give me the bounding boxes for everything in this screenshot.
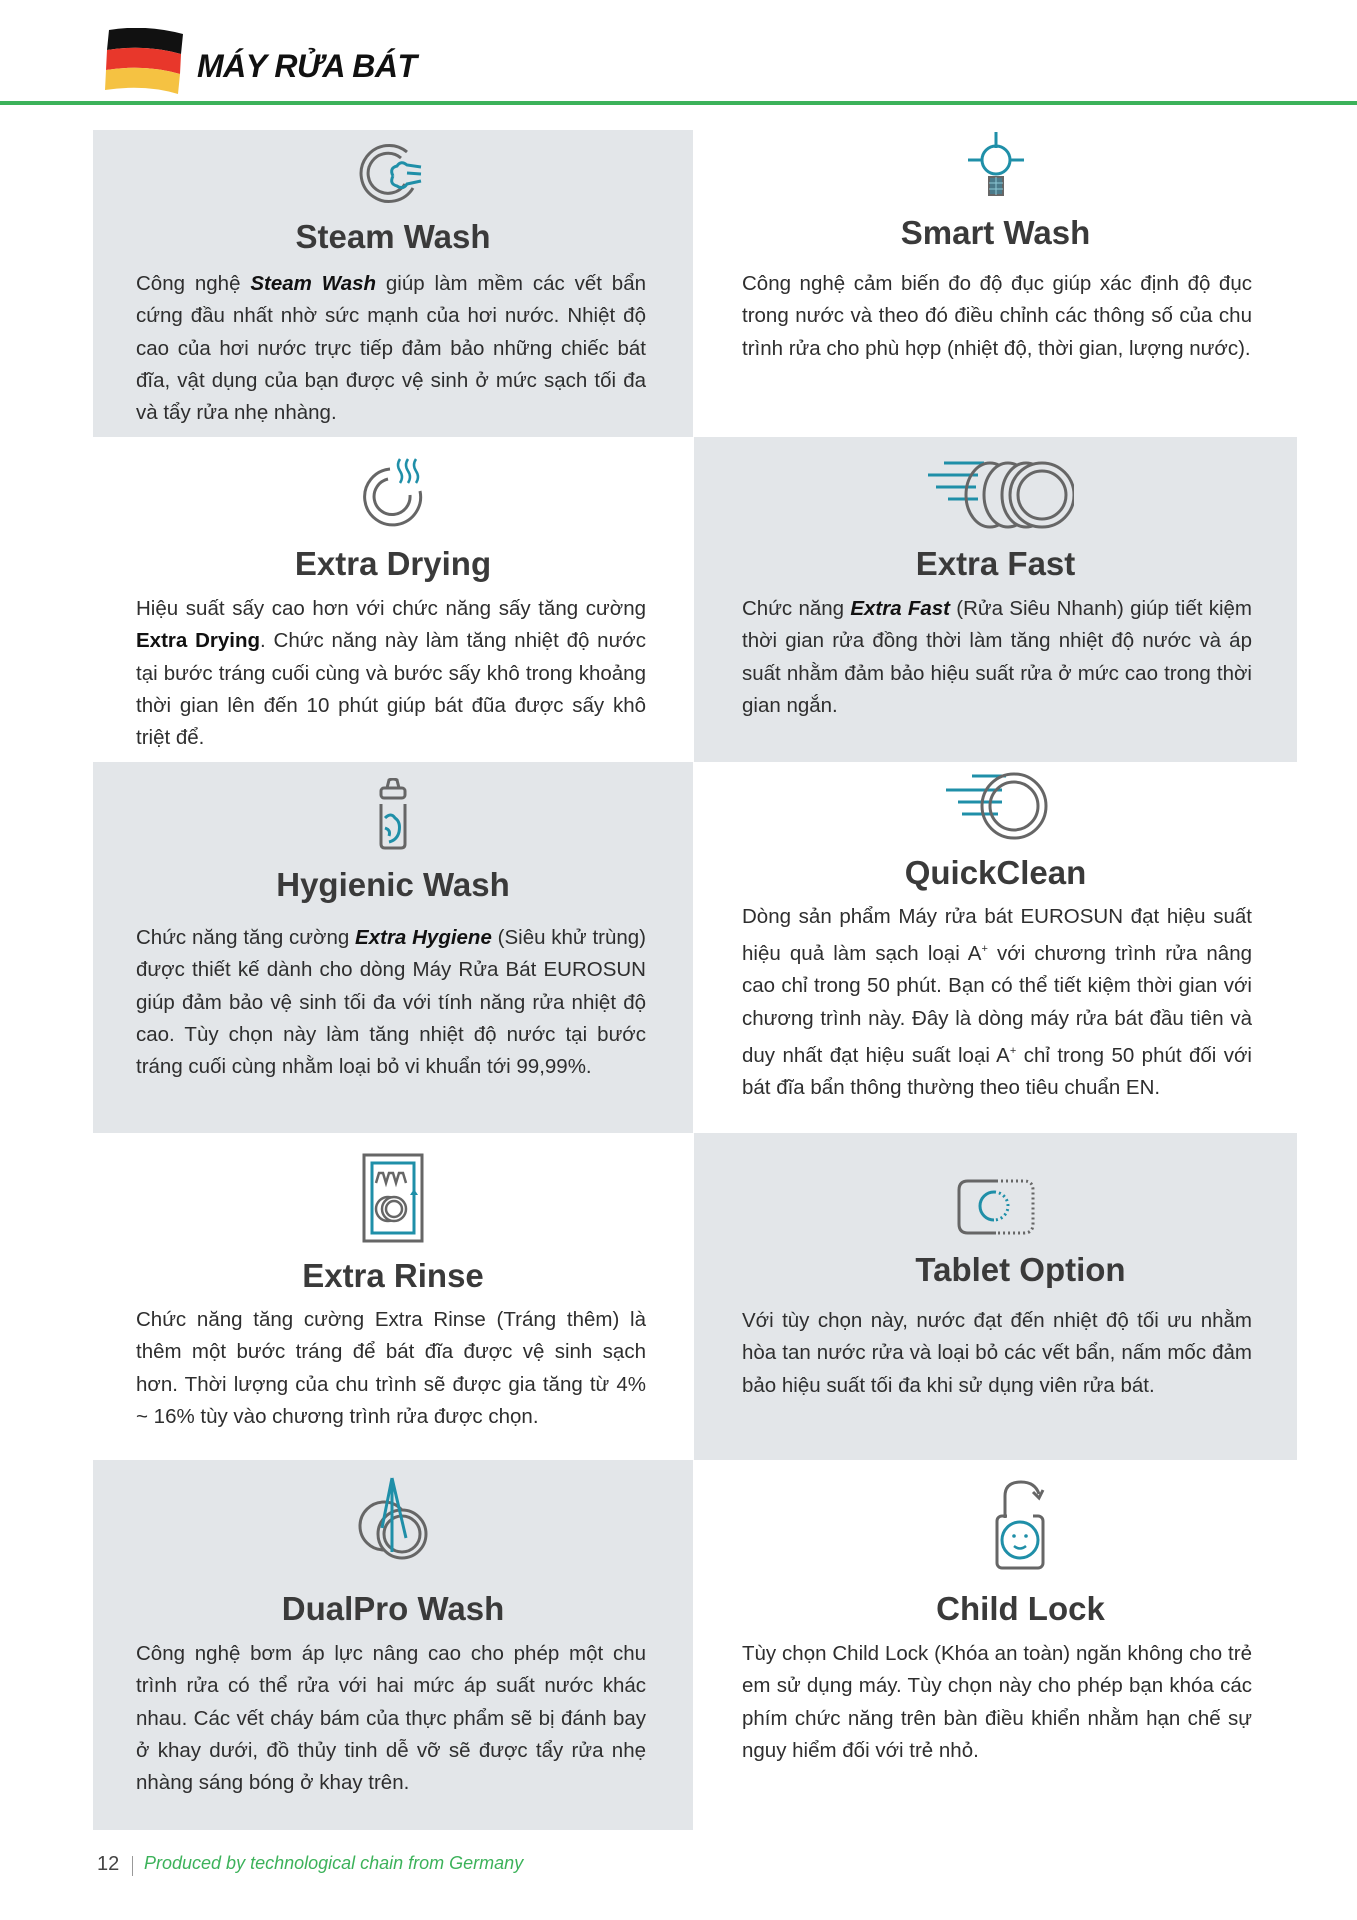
feature-title: DualPro Wash	[281, 1590, 505, 1627]
dualpro-wash-icon	[356, 1474, 430, 1566]
baby-bottle-icon	[375, 778, 411, 852]
description-text: Tùy chọn Child Lock (Khóa an toàn) ngăn không cho trẻ em sử dụng máy. Tùy chọn này cho phép bạn khóa các phím chức năng trên bàn điều khiển nhằm hạn chế sự nguy hiểm đối với trẻ nhỏ.	[742, 1642, 1252, 1762]
child-lock-icon	[993, 1478, 1055, 1570]
emphasis-text: +	[1009, 1045, 1017, 1058]
feature-description	[136, 1304, 646, 1433]
feature-description	[136, 1638, 646, 1799]
description-text: (Rửa Siêu Nhanh) giúp tiết kiệm thời gian rửa đồng thời làm tăng nhiệt độ nước và áp suất nhằm đảm bảo hiệu suất rửa ở mức cao trong thời gian ngắn.	[742, 597, 1252, 717]
feature-quickclean	[694, 762, 1297, 1133]
feature-title: Tablet Option	[915, 1251, 1126, 1288]
description-text: Với tùy chọn này, nước đạt đến nhiệt độ tối ưu nhằm hòa tan nước rửa và loại bỏ các vết bẩn, nấm mốc đảm bảo hiệu suất tối đa khi sử dụng viên rửa bát.	[742, 1309, 1252, 1397]
emphasis-text: Extra Fast	[850, 597, 951, 620]
feature-steam-wash	[93, 130, 693, 437]
page-header	[0, 0, 1357, 106]
emphasis-text: Extra Hygiene	[355, 926, 492, 949]
feature-extra-fast	[694, 437, 1297, 762]
germany-flag-icon	[105, 28, 185, 94]
quick-clean-icon	[944, 770, 1048, 840]
description-text: Chức năng tăng cường	[136, 926, 356, 949]
description-text: giúp làm mềm các vết bẩn cứng đầu nhất nhờ sức mạnh của hơi nước. Nhiệt độ cao của hơi nước trực tiếp đảm bảo những chiếc bát đĩa, vật dụng của bạn được vệ sinh ở mức sạch tối đa và tẩy rửa nhẹ nhàng.	[136, 272, 646, 425]
header-divider	[0, 101, 1357, 105]
tablet-option-icon	[956, 1178, 1036, 1236]
feature-title: Extra Fast	[915, 545, 1076, 582]
feature-extra-rinse	[93, 1133, 693, 1460]
description-text: với chương trình rửa nâng cao chỉ trong 50 phút. Bạn có thể tiết kiệm thời gian với chương trình này. Đây là dòng máy rửa bát đầu tiên và duy nhất đạt hiệu suất loại A	[742, 942, 1252, 1067]
extra-drying-icon	[358, 455, 428, 531]
description-text: Chức năng tăng cường Extra Rinse (Tráng thêm) là thêm một bước tráng để bát đĩa được vệ sinh sạch hơn. Thời lượng của chu trình sẽ được gia tăng từ 4% ~ 16% tùy vào chương trình rửa được chọn.	[136, 1308, 646, 1428]
feature-child-lock	[694, 1460, 1297, 1830]
page-number: 12	[97, 1853, 120, 1875]
turbidity-sensor-icon	[966, 130, 1026, 200]
feature-smart-wash	[694, 130, 1297, 437]
emphasis-text: Steam Wash	[250, 272, 377, 295]
feature-description	[742, 268, 1252, 365]
extra-fast-icon	[918, 459, 1074, 531]
steam-wash-icon	[355, 140, 431, 210]
feature-title: QuickClean	[904, 854, 1087, 891]
feature-title: Hygienic Wash	[276, 866, 510, 903]
description-text: (Siêu khử trùng) được thiết kế dành cho dòng Máy Rửa Bát EUROSUN giúp đảm bảo vệ sinh tối đa với tính năng rửa nhiệt độ cao. Tùy chọn này làm tăng nhiệt độ nước tại bước tráng cuối cùng nhằm loại bỏ vi khuẩn tới 99,99%.	[136, 926, 646, 1079]
feature-title: Smart Wash	[900, 214, 1091, 251]
feature-description	[742, 1638, 1252, 1767]
feature-tablet-option	[694, 1133, 1297, 1460]
description-text: Công nghệ bơm áp lực nâng cao cho phép một chu trình rửa có thể rửa với hai mức áp suất nước khác nhau. Các vết cháy bám của thực phẩm sẽ bị đánh bay ở khay dưới, đồ thủy tinh dễ vỡ sẽ được tẩy rửa nhẹ nhàng sáng bóng ở khay trên.	[136, 1642, 646, 1795]
feature-extra-drying	[93, 437, 693, 762]
description-text: chỉ trong 50 phút đối với bát đĩa bẩn thông thường theo tiêu chuẩn EN.	[742, 1043, 1252, 1100]
feature-title: Steam Wash	[295, 218, 491, 255]
feature-description	[742, 593, 1252, 722]
page-title: MÁY RỬA BÁT	[197, 48, 417, 84]
description-text: . Chức năng này làm tăng nhiệt độ nước tại bước tráng cuối cùng và bước sấy khô trong khoảng thời gian lên đến 10 phút giúp bát đũa được sấy khô triệt để.	[136, 629, 646, 750]
feature-title: Extra Drying	[294, 545, 492, 582]
emphasis-text: Extra Drying	[136, 629, 261, 653]
description-text: Hiệu suất sấy cao hơn với chức năng sấy tăng cường	[136, 597, 646, 620]
feature-description	[742, 1305, 1252, 1402]
feature-hygienic-wash	[93, 762, 693, 1133]
description-text: Công nghệ	[136, 272, 251, 295]
feature-description	[136, 593, 646, 754]
description-text: Chức năng	[742, 597, 851, 620]
description-text: Công nghệ cảm biến đo độ đục giúp xác định độ đục trong nước và theo đó điều chỉnh các thông số của chu trình rửa cho phù hợp (nhiệt độ, thời gian, lượng nước).	[742, 272, 1252, 360]
feature-dualpro-wash	[93, 1460, 693, 1830]
footer-tagline: Produced by technological chain from Germany	[144, 1853, 524, 1873]
footer-divider	[132, 1856, 133, 1876]
description-text: Dòng sản phẩm Máy rửa bát EUROSUN đạt hiệu suất hiệu quả làm sạch loại A	[742, 905, 1252, 966]
feature-title: Extra Rinse	[302, 1257, 484, 1294]
feature-description	[136, 268, 646, 429]
feature-description	[742, 901, 1252, 1104]
feature-title: Child Lock	[936, 1590, 1105, 1627]
emphasis-text: +	[981, 943, 988, 956]
extra-rinse-icon	[362, 1153, 424, 1243]
feature-description	[136, 922, 646, 1083]
